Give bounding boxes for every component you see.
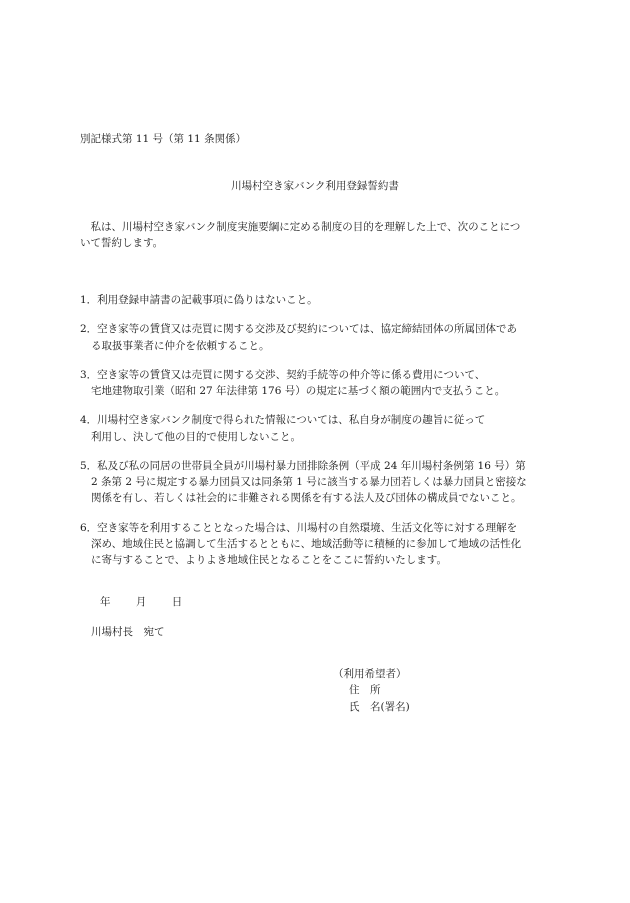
date-day-label: 日 [171, 596, 183, 608]
pledge-line: 2．空き家等の賃貸又は売買に関する交渉及び契約については、協定締結団体の所属団体であ [80, 323, 517, 336]
pledge-line: 2 条第 2 号に規定する暴力団員又は同条第 1 号に該当する暴力団若しくは暴力団員と密接な [91, 476, 527, 489]
pledge-item-3 [80, 367, 560, 400]
intro-paragraph [80, 219, 560, 252]
pledge-line: 利用し、決して他の目的で使用しないこと。 [91, 430, 301, 443]
pledge-item-4 [80, 412, 560, 445]
applicant-address-label: 住 所 [349, 684, 381, 697]
pledge-line: 関係を有し、若しくは社会的に非難される関係を有する法人及び団体の構成員でないこと。 [91, 492, 522, 505]
pledge-line: 5．私及び私の同居の世帯員全員が川場村暴力団排除条例（平成 24 年川場村条例第 16 号）第 [80, 459, 526, 472]
pledge-line: 深め、地域住民と協調して生活するとともに、地域活動等に積極的に参加して地域の活性化 [91, 537, 522, 550]
date-year-label: 年 [100, 596, 111, 608]
pledge-line: 3．空き家等の賃貸又は売買に関する交渉、契約手続等の仲介等に係る費用について、 [80, 368, 486, 381]
intro-line: いて誓約します。 [80, 237, 164, 250]
applicant-heading: （利用希望者） [333, 668, 407, 680]
pledge-item-6 [80, 520, 560, 569]
pledge-line: 6．空き家等を利用することとなった場合は、川場村の自然環境、生活文化等に対する理解を [80, 521, 518, 534]
date-line [100, 594, 204, 610]
applicant-name-label: 氏 名(署名) [349, 700, 410, 713]
pledge-item-1 [80, 292, 560, 308]
pledge-item-2 [80, 321, 560, 354]
pledge-line: る取扱事業者に仲介を依頼すること。 [91, 339, 270, 352]
form-number: 別記様式第 11 号（第 11 条関係） [80, 133, 247, 145]
pledge-line: に寄与することで、よりよき地域住民となることをここに誓約いたします。 [91, 554, 447, 567]
pledge-line: 宅地建物取引業（昭和 27 年法律第 176 号）の規定に基づく額の範囲内で支払うこと。 [91, 385, 506, 398]
pledge-line: 4．川場村空き家バンク制度で得られた情報については、私自身が制度の趣旨に従って [80, 414, 486, 427]
pledge-list [80, 292, 560, 581]
pledge-item-5 [80, 458, 560, 507]
date-month-label: 月 [135, 596, 147, 608]
document-title: 川場村空き家バンク利用登録誓約書 [231, 180, 399, 192]
addressee: 川場村長 宛て [91, 626, 165, 638]
pledge-line: 1．利用登録申請書の記載事項に偽りはないこと。 [80, 294, 318, 306]
intro-line: 私は、川場村空き家バンク制度実施要綱に定める制度の目的を理解した上で、次のことにつ [80, 221, 521, 233]
applicant-block [333, 666, 410, 715]
